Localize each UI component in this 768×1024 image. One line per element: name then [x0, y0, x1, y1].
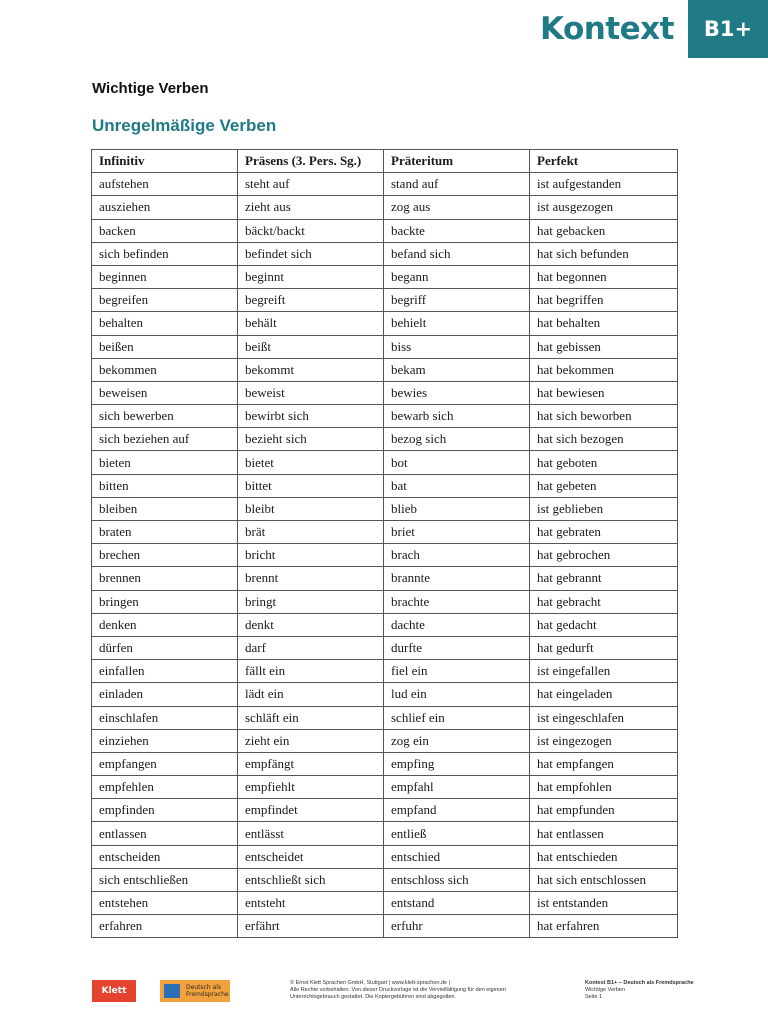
cell-praesens: empfindet — [238, 799, 384, 822]
cell-perfekt: hat gebacken — [530, 219, 678, 242]
table-row — [92, 845, 678, 868]
table-row — [92, 915, 678, 938]
page-footer — [0, 976, 768, 1016]
table-row — [92, 219, 678, 242]
cell-infinitiv: behalten — [92, 312, 238, 335]
cell-praeteritum: dachte — [384, 613, 530, 636]
cell-perfekt: hat gebraten — [530, 521, 678, 544]
cell-infinitiv: entstehen — [92, 892, 238, 915]
cell-praeteritum: zog aus — [384, 196, 530, 219]
cell-praesens: entschließt sich — [238, 868, 384, 891]
cell-praeteritum: entließ — [384, 822, 530, 845]
table-row — [92, 567, 678, 590]
cell-infinitiv: aufstehen — [92, 173, 238, 196]
cell-praeteritum: begann — [384, 265, 530, 288]
cell-infinitiv: beißen — [92, 335, 238, 358]
cell-perfekt: hat gedacht — [530, 613, 678, 636]
brand-logo: Kontext — [539, 11, 674, 47]
cell-praesens: darf — [238, 636, 384, 659]
table-row — [92, 335, 678, 358]
cell-infinitiv: beginnen — [92, 265, 238, 288]
cell-praeteritum: entstand — [384, 892, 530, 915]
cell-praesens: fällt ein — [238, 660, 384, 683]
table-row — [92, 822, 678, 845]
cell-infinitiv: entscheiden — [92, 845, 238, 868]
table-row — [92, 729, 678, 752]
daf-mark-icon — [164, 984, 180, 998]
book-title: Kontext B1+ – Deutsch als Fremdsprache — [585, 980, 694, 986]
cell-praesens: bäckt/backt — [238, 219, 384, 242]
cell-infinitiv: einschlafen — [92, 706, 238, 729]
cell-praesens: beißt — [238, 335, 384, 358]
table-row — [92, 358, 678, 381]
cell-praesens: zieht aus — [238, 196, 384, 219]
cell-perfekt: hat empfohlen — [530, 776, 678, 799]
column-header-infinitiv: Infinitiv — [92, 150, 238, 173]
table-row — [92, 451, 678, 474]
brand-header — [540, 0, 768, 58]
cell-praesens: bleibt — [238, 497, 384, 520]
cell-infinitiv: bringen — [92, 590, 238, 613]
cell-praeteritum: blieb — [384, 497, 530, 520]
cell-praeteritum: empfand — [384, 799, 530, 822]
cell-infinitiv: empfehlen — [92, 776, 238, 799]
cell-perfekt: hat erfahren — [530, 915, 678, 938]
cell-perfekt: ist aufgestanden — [530, 173, 678, 196]
cell-infinitiv: einziehen — [92, 729, 238, 752]
table-row — [92, 381, 678, 404]
cell-praeteritum: brachte — [384, 590, 530, 613]
cell-praesens: empfängt — [238, 752, 384, 775]
cell-infinitiv: einladen — [92, 683, 238, 706]
cell-praesens: entsteht — [238, 892, 384, 915]
cell-praesens: begreift — [238, 289, 384, 312]
cell-infinitiv: sich beziehen auf — [92, 428, 238, 451]
table-row — [92, 683, 678, 706]
cell-infinitiv: begreifen — [92, 289, 238, 312]
copyright-line: Alle Rechte vorbehalten. Von dieser Druckvorlage ist die Vervielfältigung für den eigenen — [290, 987, 506, 993]
cell-infinitiv: einfallen — [92, 660, 238, 683]
cell-infinitiv: bitten — [92, 474, 238, 497]
cell-praesens: bittet — [238, 474, 384, 497]
table-row — [92, 312, 678, 335]
cell-praeteritum: behielt — [384, 312, 530, 335]
section-subtitle: Unregelmäßige Verben — [92, 116, 277, 135]
cell-infinitiv: sich entschließen — [92, 868, 238, 891]
copyright-line: Unterrichtsgebrauch gestattet. Die Kopiergebühren sind abgegolten. — [290, 994, 457, 1000]
cell-perfekt: hat bekommen — [530, 358, 678, 381]
cell-infinitiv: erfahren — [92, 915, 238, 938]
cell-praesens: befindet sich — [238, 242, 384, 265]
cell-praeteritum: befand sich — [384, 242, 530, 265]
cell-perfekt: hat entschieden — [530, 845, 678, 868]
cell-infinitiv: sich bewerben — [92, 405, 238, 428]
cell-perfekt: hat geboten — [530, 451, 678, 474]
cell-praeteritum: bat — [384, 474, 530, 497]
cell-praesens: entlässt — [238, 822, 384, 845]
cell-perfekt: hat gebeten — [530, 474, 678, 497]
cell-perfekt: hat eingeladen — [530, 683, 678, 706]
cell-praeteritum: fiel ein — [384, 660, 530, 683]
cell-perfekt: hat sich beworben — [530, 405, 678, 428]
cell-perfekt: hat entlassen — [530, 822, 678, 845]
cell-praesens: denkt — [238, 613, 384, 636]
table-row — [92, 289, 678, 312]
cell-praesens: behält — [238, 312, 384, 335]
cell-praeteritum: entschloss sich — [384, 868, 530, 891]
cell-praeteritum: lud ein — [384, 683, 530, 706]
cell-infinitiv: bekommen — [92, 358, 238, 381]
cell-praeteritum: schlief ein — [384, 706, 530, 729]
cell-praesens: bringt — [238, 590, 384, 613]
klett-logo: Klett — [92, 980, 136, 1002]
cell-praesens: bietet — [238, 451, 384, 474]
table-row — [92, 799, 678, 822]
cell-infinitiv: brennen — [92, 567, 238, 590]
table-row — [92, 590, 678, 613]
cell-praeteritum: bot — [384, 451, 530, 474]
cell-praeteritum: bewies — [384, 381, 530, 404]
table-row — [92, 428, 678, 451]
table-row — [92, 196, 678, 219]
book-section: Wichtige Verben — [585, 987, 626, 993]
level-badge: B1+ — [688, 0, 768, 58]
cell-praesens: bezieht sich — [238, 428, 384, 451]
cell-praesens: bekommt — [238, 358, 384, 381]
table-row — [92, 776, 678, 799]
table-row — [92, 660, 678, 683]
cell-infinitiv: sich befinden — [92, 242, 238, 265]
cell-praesens: beginnt — [238, 265, 384, 288]
cell-praeteritum: begriff — [384, 289, 530, 312]
cell-perfekt: hat begonnen — [530, 265, 678, 288]
table-row — [92, 265, 678, 288]
cell-infinitiv: ausziehen — [92, 196, 238, 219]
cell-praeteritum: empfing — [384, 752, 530, 775]
cell-perfekt: ist ausgezogen — [530, 196, 678, 219]
book-info — [585, 980, 735, 1001]
column-header-praeteritum: Präteritum — [384, 150, 530, 173]
cell-praeteritum: bewarb sich — [384, 405, 530, 428]
cell-infinitiv: braten — [92, 521, 238, 544]
cell-praesens: schläft ein — [238, 706, 384, 729]
cell-perfekt: ist eingeschlafen — [530, 706, 678, 729]
table-row — [92, 521, 678, 544]
column-header-perfekt: Perfekt — [530, 150, 678, 173]
cell-infinitiv: backen — [92, 219, 238, 242]
table-row — [92, 474, 678, 497]
table-row — [92, 613, 678, 636]
cell-praesens: lädt ein — [238, 683, 384, 706]
cell-perfekt: hat sich befunden — [530, 242, 678, 265]
table-row — [92, 892, 678, 915]
cell-praesens: bricht — [238, 544, 384, 567]
table-row — [92, 405, 678, 428]
table-row — [92, 497, 678, 520]
cell-praeteritum: bekam — [384, 358, 530, 381]
cell-infinitiv: empfangen — [92, 752, 238, 775]
cell-perfekt: hat gebissen — [530, 335, 678, 358]
table-row — [92, 544, 678, 567]
cell-praesens: empfiehlt — [238, 776, 384, 799]
cell-perfekt: hat behalten — [530, 312, 678, 335]
table-row — [92, 706, 678, 729]
cell-praesens: brennt — [238, 567, 384, 590]
daf-logo — [160, 980, 230, 1002]
cell-perfekt: hat sich entschlossen — [530, 868, 678, 891]
cell-praeteritum: bezog sich — [384, 428, 530, 451]
cell-infinitiv: bleiben — [92, 497, 238, 520]
cell-perfekt: ist geblieben — [530, 497, 678, 520]
cell-praeteritum: durfte — [384, 636, 530, 659]
cell-infinitiv: bieten — [92, 451, 238, 474]
cell-praeteritum: brannte — [384, 567, 530, 590]
cell-infinitiv: brechen — [92, 544, 238, 567]
cell-praesens: beweist — [238, 381, 384, 404]
cell-praesens: bewirbt sich — [238, 405, 384, 428]
cell-praeteritum: empfahl — [384, 776, 530, 799]
table-row — [92, 242, 678, 265]
cell-praesens: zieht ein — [238, 729, 384, 752]
cell-perfekt: hat sich bezogen — [530, 428, 678, 451]
cell-infinitiv: beweisen — [92, 381, 238, 404]
copyright-notice — [290, 980, 540, 1001]
cell-perfekt: hat gedurft — [530, 636, 678, 659]
cell-infinitiv: dürfen — [92, 636, 238, 659]
cell-perfekt: ist eingezogen — [530, 729, 678, 752]
cell-praesens: steht auf — [238, 173, 384, 196]
cell-praesens: brät — [238, 521, 384, 544]
cell-perfekt: hat begriffen — [530, 289, 678, 312]
table-row — [92, 752, 678, 775]
cell-perfekt: hat gebrochen — [530, 544, 678, 567]
cell-perfekt: ist entstanden — [530, 892, 678, 915]
cell-infinitiv: empfinden — [92, 799, 238, 822]
table-header-row — [92, 150, 678, 173]
cell-infinitiv: entlassen — [92, 822, 238, 845]
table-row — [92, 636, 678, 659]
verb-table-body — [92, 173, 678, 938]
cell-praeteritum: entschied — [384, 845, 530, 868]
copyright-line: © Ernst Klett Sprachen GmbH, Stuttgart | www.klett-sprachen.de | — [290, 980, 451, 986]
cell-perfekt: hat empfangen — [530, 752, 678, 775]
table-row — [92, 173, 678, 196]
page-number: Seite 1 — [585, 994, 603, 1000]
cell-perfekt: hat gebrannt — [530, 567, 678, 590]
table-row — [92, 868, 678, 891]
cell-praeteritum: biss — [384, 335, 530, 358]
cell-praeteritum: stand auf — [384, 173, 530, 196]
cell-praeteritum: briet — [384, 521, 530, 544]
cell-perfekt: hat gebracht — [530, 590, 678, 613]
cell-perfekt: hat bewiesen — [530, 381, 678, 404]
cell-praesens: entscheidet — [238, 845, 384, 868]
column-header-praesens: Präsens (3. Pers. Sg.) — [238, 150, 384, 173]
page-title: Wichtige Verben — [92, 80, 209, 97]
cell-praeteritum: backte — [384, 219, 530, 242]
cell-perfekt: ist eingefallen — [530, 660, 678, 683]
cell-perfekt: hat empfunden — [530, 799, 678, 822]
cell-infinitiv: denken — [92, 613, 238, 636]
cell-praesens: erfährt — [238, 915, 384, 938]
verb-table — [91, 149, 678, 938]
cell-praeteritum: zog ein — [384, 729, 530, 752]
cell-praeteritum: brach — [384, 544, 530, 567]
cell-praeteritum: erfuhr — [384, 915, 530, 938]
daf-logo-text: Deutsch als Fremdsprache — [186, 984, 229, 998]
